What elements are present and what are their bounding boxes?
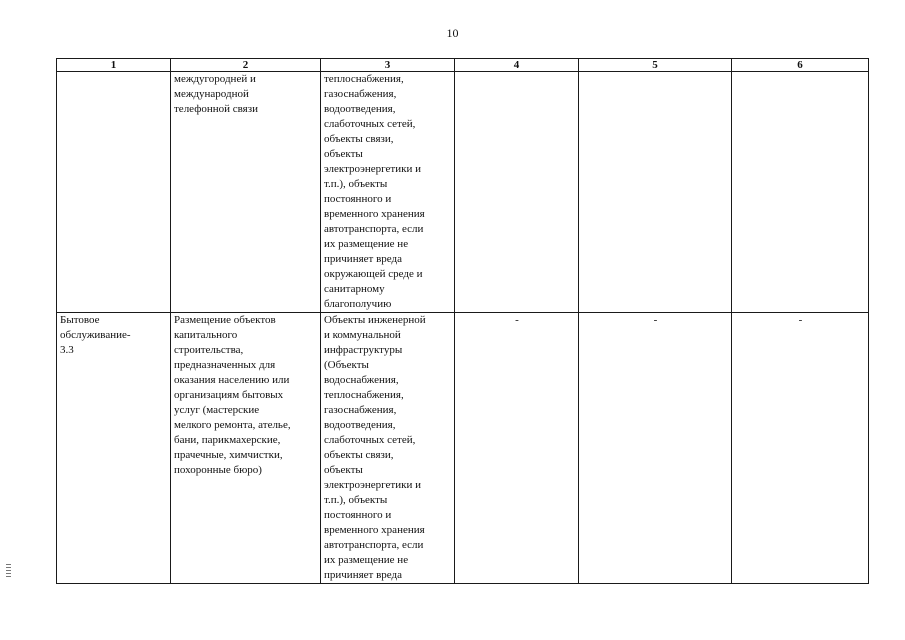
table-row bbox=[57, 72, 869, 313]
scan-margin-mark bbox=[6, 564, 11, 579]
cell-auxiliary-uses: Объекты инженерной и коммунальной инфраструктуры (Объекты водоснабжения, теплоснабжения, газоснабжения, водоотведения, слаботочных сетей, объекты связи, объекты электроэнергетики и т.п.), объекты постоянного и временного хранения автотранспорта, если их размещение не причиняет вреда bbox=[321, 313, 455, 584]
column-header-3: 3 bbox=[321, 59, 455, 72]
zoning-table bbox=[56, 58, 869, 584]
cell-column-4 bbox=[455, 72, 579, 313]
cell-column-6: - bbox=[732, 313, 869, 584]
column-header-4: 4 bbox=[455, 59, 579, 72]
column-header-5: 5 bbox=[579, 59, 732, 72]
page-number: 10 bbox=[446, 26, 459, 40]
cell-column-5: - bbox=[579, 313, 732, 584]
cell-use-description: междугородней и международной телефонной связи bbox=[171, 72, 321, 313]
column-header-1: 1 bbox=[57, 59, 171, 72]
cell-column-6 bbox=[732, 72, 869, 313]
cell-auxiliary-uses: теплоснабжения, газоснабжения, водоотведения, слаботочных сетей, объекты связи, объекты электроэнергетики и т.п.), объекты постоянного и временного хранения автотранспорта, если их размещение не причиняет вреда окружающей среде и санитарному благополучию bbox=[321, 72, 455, 313]
cell-column-4: - bbox=[455, 313, 579, 584]
cell-use-type bbox=[57, 72, 171, 313]
table-header-row bbox=[57, 59, 869, 72]
table-row bbox=[57, 313, 869, 584]
cell-use-description: Размещение объектов капитального строительства, предназначенных для оказания населению или организациям бытовых услуг (мастерские мелкого ремонта, ателье, бани, парикмахерские, прачечные, химчистки, похоронные бюро) bbox=[171, 313, 321, 584]
cell-use-type: Бытовое обслуживание- 3.3 bbox=[57, 313, 171, 584]
column-header-6: 6 bbox=[732, 59, 869, 72]
column-header-2: 2 bbox=[171, 59, 321, 72]
cell-column-5 bbox=[579, 72, 732, 313]
